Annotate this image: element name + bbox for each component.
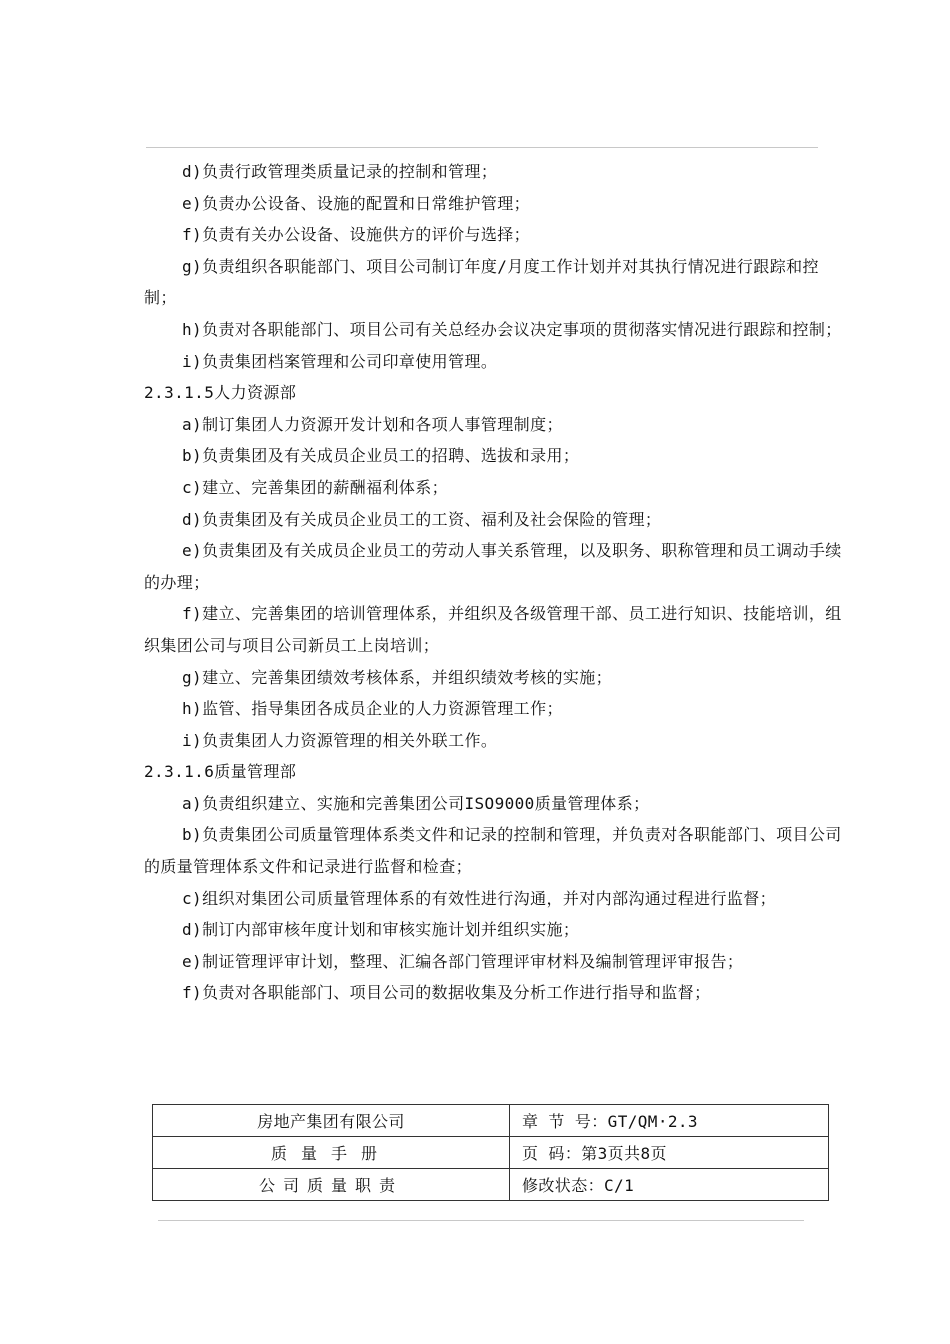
list-item: h)监管、指导集团各成员企业的人力资源管理工作； [182, 699, 563, 719]
list-item: c)建立、完善集团的薪酬福利体系； [182, 477, 449, 497]
company-name: 房地产集团有限公司 [153, 1105, 510, 1137]
list-item: e)负责办公设备、设施的配置和日常维护管理； [182, 193, 531, 213]
list-item: a)负责组织建立、实施和完善集团公司ISO9000质量管理体系； [182, 793, 650, 813]
header-rule [146, 147, 818, 148]
list-item: d)负责集团及有关成员企业员工的工资、福利及社会保险的管理； [182, 509, 662, 529]
list-item: a)制订集团人力资源开发计划和各项人事管理制度； [182, 414, 563, 434]
page-number: 页 码：第3页共8页 [510, 1137, 829, 1169]
section-heading-hr: 2.3.1.5人力资源部 [144, 383, 297, 403]
chapter-name: 公司质量职责 [153, 1169, 510, 1201]
list-item: e)制证管理评审计划，整理、汇编各部门管理评审材料及编制管理评审报告； [182, 951, 744, 971]
list-item: h)负责对各职能部门、项目公司有关总经办会议决定事项的贯彻落实情况进行跟踪和控制； [182, 319, 842, 339]
section-heading-qm: 2.3.1.6质量管理部 [144, 762, 297, 782]
list-item: i)负责集团人力资源管理的相关外联工作。 [182, 730, 498, 750]
list-item: b)负责集团及有关成员企业员工的招聘、选拔和录用； [182, 446, 580, 466]
list-item: g)负责组织各职能部门、项目公司制订年度/月度工作计划并对其执行情况进行跟踪和控制； [144, 256, 819, 308]
footer-rule [158, 1220, 804, 1221]
list-item: f)负责有关办公设备、设施供方的评价与选择； [182, 225, 531, 245]
list-item: d)负责行政管理类质量记录的控制和管理； [182, 162, 498, 181]
revision-status: 修改状态：C/1 [510, 1169, 829, 1201]
list-item: f)负责对各职能部门、项目公司的数据收集及分析工作进行指导和监督； [182, 983, 711, 1003]
list-item: g)建立、完善集团绩效考核体系，并组织绩效考核的实施； [182, 667, 613, 687]
list-item: f)建立、完善集团的培训管理体系，并组织及各级管理干部、员工进行知识、技能培训，组织集团公司与项目公司新员工上岗培训； [144, 604, 842, 655]
document-body [144, 156, 846, 1009]
list-item: e)负责集团及有关成员企业员工的劳动人事关系管理，以及职务、职称管理和员工调动手续的办理； [144, 541, 842, 592]
section-number: 章 节 号：GT/QM·2.3 [510, 1105, 829, 1137]
list-item: b)负责集团公司质量管理体系类文件和记录的控制和管理，并负责对各职能部门、项目公司的质量管理体系文件和记录进行监督和检查； [144, 825, 842, 877]
footer-table [152, 1104, 829, 1201]
manual-title: 质量手册 [153, 1137, 510, 1169]
list-item: d)制订内部审核年度计划和审核实施计划并组织实施； [182, 920, 580, 940]
list-item: i)负责集团档案管理和公司印章使用管理。 [182, 351, 498, 371]
list-item: c)组织对集团公司质量管理体系的有效性进行沟通，并对内部沟通过程进行监督； [182, 888, 777, 908]
